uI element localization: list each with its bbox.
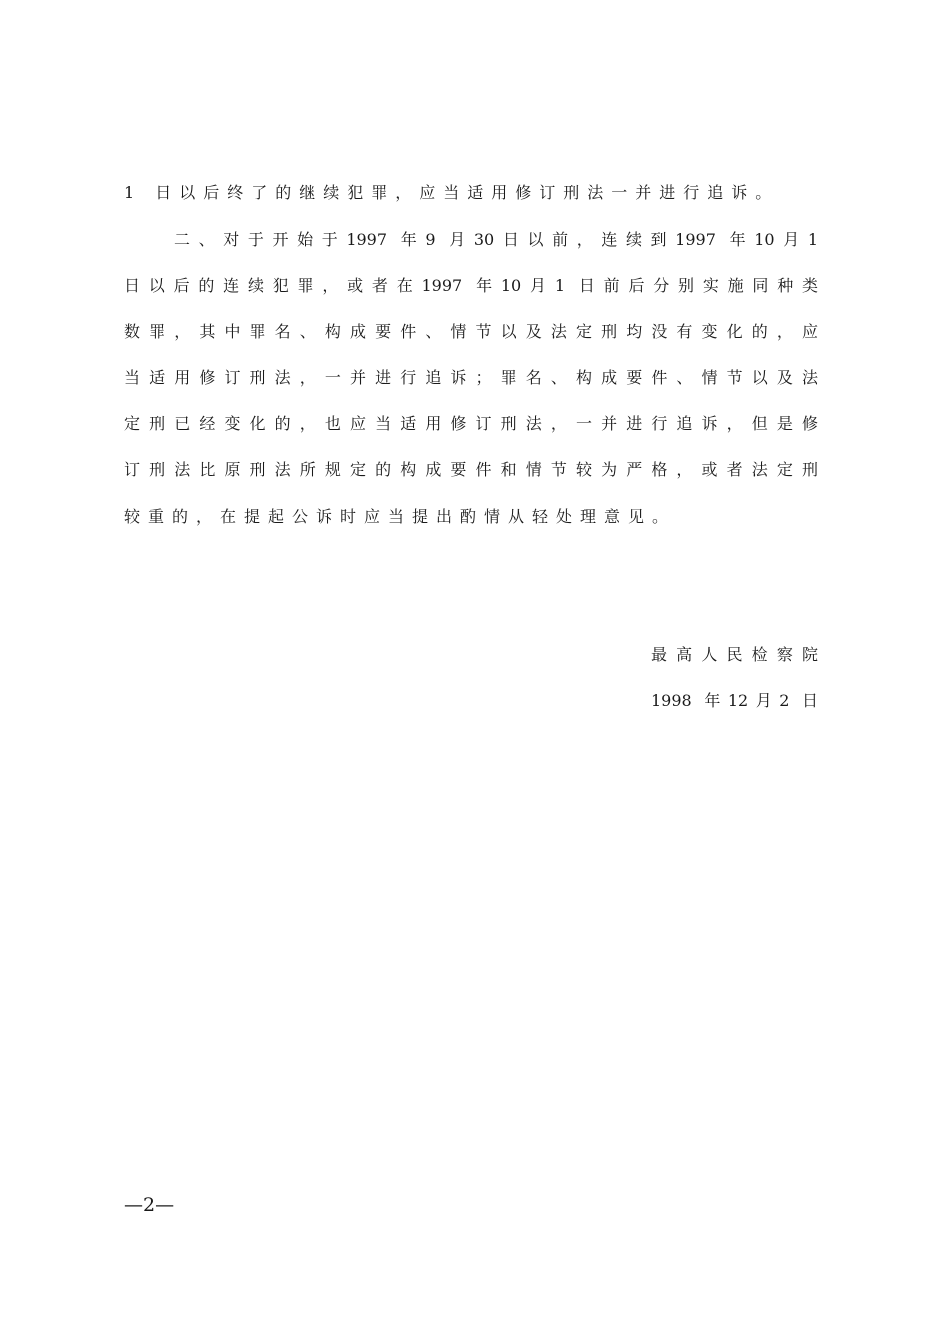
body-line-1: 1 日以后终了的继续犯罪，应当适用修订刑法一并进行追诉。 <box>124 183 780 202</box>
body-line-7: 订刑法比原刑法所规定的构成要件和情节较为严格，或者法定刑 <box>124 460 818 479</box>
issue-date: 1998 年12月2 日 <box>651 691 818 710</box>
issuing-organization: 最高人民检察院 <box>651 645 818 664</box>
body-line-6: 定刑已经变化的，也应当适用修订刑法，一并进行追诉，但是修 <box>124 414 818 433</box>
page-number: —2— <box>124 1194 175 1216</box>
body-line-4: 数罪，其中罪名、构成要件、情节以及法定刑均没有变化的，应 <box>124 322 818 341</box>
body-line-8: 较重的，在提起公诉时应当提出酌情从轻处理意见。 <box>124 507 677 526</box>
body-line-3: 日以后的连续犯罪，或者在1997 年10月1 日前后分别实施同种类 <box>124 276 818 295</box>
body-line-2: 二、对于开始于1997 年9 月30日以前，连续到1997 年10月1 <box>174 230 818 249</box>
body-line-5: 当适用修订刑法，一并进行追诉；罪名、构成要件、情节以及法 <box>124 368 818 387</box>
